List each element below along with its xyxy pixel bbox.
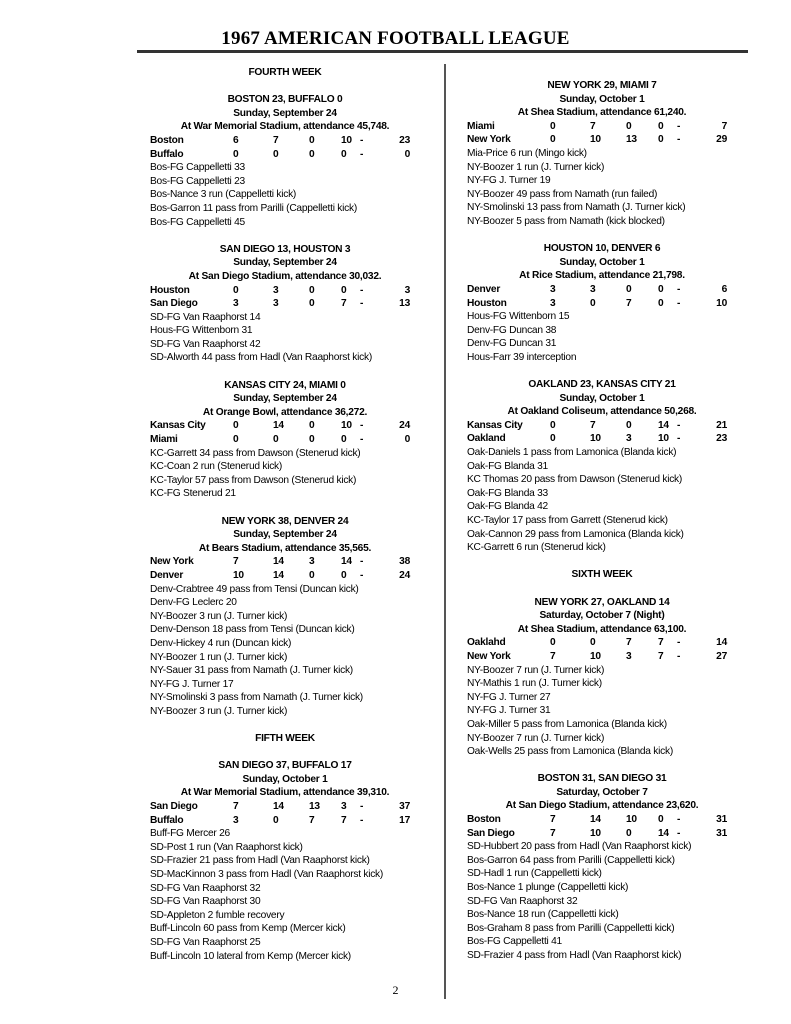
final-score: 13 <box>399 298 410 310</box>
quarter-score: 7 <box>309 814 315 826</box>
final-score: 29 <box>716 134 727 146</box>
linescore-row <box>467 297 737 311</box>
quarter-score: 14 <box>273 569 284 581</box>
game-headline: KANSAS CITY 24, MIAMI 0 <box>224 379 346 391</box>
quarter-score: 7 <box>341 814 347 826</box>
score-dash: - <box>677 297 681 309</box>
final-score: 31 <box>716 827 727 839</box>
scoring-play: NY-FG J. Turner 31 <box>467 705 551 717</box>
quarter-score: 0 <box>550 134 556 146</box>
game-headline: BOSTON 31, SAN DIEGO 31 <box>537 773 667 785</box>
linescore-row <box>150 555 420 569</box>
scoring-play: Bos-FG Cappelletti 45 <box>150 216 245 228</box>
game-venue: At Shea Stadium, attendance 63,100. <box>517 623 687 635</box>
quarter-score: 10 <box>341 420 352 432</box>
quarter-score: 7 <box>341 298 347 310</box>
quarter-score: 7 <box>233 556 239 568</box>
game-summary <box>150 93 420 229</box>
quarter-score: 7 <box>550 827 556 839</box>
linescore-row <box>150 433 420 447</box>
score-dash: - <box>677 120 681 132</box>
linescore-row <box>467 419 737 433</box>
team-name: Boston <box>150 134 184 146</box>
title-rule <box>137 50 748 53</box>
quarter-score: 10 <box>341 134 352 146</box>
game-summary <box>467 79 737 229</box>
linescore-row <box>467 813 737 827</box>
scoring-play: SD-Appleton 2 fumble recovery <box>150 909 285 921</box>
quarter-score: 10 <box>590 650 601 662</box>
game-date: Sunday, September 24 <box>233 529 337 541</box>
quarter-score: 0 <box>233 284 239 296</box>
scoring-play: Bos-Graham 8 pass from Parilli (Cappelletti kick) <box>467 922 675 934</box>
score-dash: - <box>677 283 681 295</box>
quarter-score: 0 <box>590 297 596 309</box>
quarter-score: 0 <box>309 298 315 310</box>
scoring-play: Mia-Price 6 run (Mingo kick) <box>467 147 587 159</box>
scoring-play: Bos-FG Cappelletti 33 <box>150 162 245 174</box>
score-dash: - <box>360 569 364 581</box>
scoring-play: Oak-Miller 5 pass from Lamonica (Blanda kick) <box>467 718 667 730</box>
scoring-play: SD-FG Van Raaphorst 32 <box>150 882 261 894</box>
scoring-play: Denv-FG Leclerc 20 <box>150 597 237 609</box>
game-headline: HOUSTON 10, DENVER 6 <box>543 243 661 255</box>
quarter-score: 14 <box>273 801 284 813</box>
game-headline: NEW YORK 29, MIAMI 7 <box>547 80 657 91</box>
final-score: 6 <box>721 283 727 295</box>
score-dash: - <box>677 814 681 826</box>
game-venue: At San Diego Stadium, attendance 30,032. <box>188 270 382 282</box>
linescore-row <box>150 297 420 311</box>
quarter-score: 0 <box>341 434 347 446</box>
game-venue: At Oakland Coliseum, attendance 50,268. <box>507 406 697 418</box>
week-heading: SIXTH WEEK <box>571 569 633 581</box>
scoring-play: Oak-FG Blanda 33 <box>467 487 548 499</box>
quarter-score: 10 <box>626 814 637 826</box>
scoring-play: KC-Taylor 57 pass from Dawson (Stenerud kick) <box>150 474 357 486</box>
final-score: 21 <box>716 419 727 431</box>
game-venue: At Shea Stadium, attendance 61,240. <box>517 107 687 119</box>
quarter-score: 0 <box>309 434 315 446</box>
quarter-score: 6 <box>233 134 239 146</box>
quarter-score: 3 <box>273 298 279 310</box>
scoring-play: SD-Frazier 21 pass from Hadl (Van Raaphorst kick) <box>150 855 370 867</box>
game-venue: At Bears Stadium, attendance 35,565. <box>198 542 372 554</box>
score-dash: - <box>360 420 364 432</box>
score-dash: - <box>360 298 364 310</box>
quarter-score: 13 <box>309 801 320 813</box>
game-date: Sunday, September 24 <box>233 107 337 119</box>
quarter-score: 14 <box>341 556 352 568</box>
scoring-play: KC-FG Stenerud 21 <box>150 488 236 500</box>
game-venue: At Rice Stadium, attendance 21,798. <box>519 270 685 282</box>
quarter-score: 0 <box>341 569 347 581</box>
score-dash: - <box>360 556 364 568</box>
final-score: 23 <box>399 134 410 146</box>
linescore-row <box>467 133 737 147</box>
linescore-row <box>150 284 420 298</box>
linescore-row <box>150 569 420 583</box>
quarter-score: 0 <box>590 637 596 649</box>
quarter-score: 7 <box>590 120 596 132</box>
game-summary <box>467 242 737 364</box>
final-score: 3 <box>404 284 410 296</box>
linescore-row <box>467 650 737 664</box>
scoring-play: Hous-Farr 39 interception <box>467 351 577 363</box>
quarter-score: 3 <box>233 298 239 310</box>
team-name: Denver <box>467 283 501 295</box>
scoring-play: Bos-Nance 1 plunge (Cappelletti kick) <box>467 882 629 894</box>
score-dash: - <box>360 148 364 160</box>
quarter-score: 7 <box>233 801 239 813</box>
game-date: Sunday, October 1 <box>559 93 645 105</box>
final-score: 31 <box>716 814 727 826</box>
quarter-score: 0 <box>550 419 556 431</box>
scoring-play: Bos-FG Cappelletti 41 <box>467 936 562 948</box>
team-name: Denver <box>150 569 184 581</box>
quarter-score: 0 <box>233 148 239 160</box>
scoring-play: NY-Smolinski 3 pass from Namath (J. Turner kick) <box>150 692 363 704</box>
quarter-score: 0 <box>309 569 315 581</box>
page-title: 1967 AMERICAN FOOTBALL LEAGUE <box>221 28 570 49</box>
quarter-score: 14 <box>658 827 669 839</box>
quarter-score: 0 <box>273 814 279 826</box>
scoring-play: KC-Garrett 34 pass from Dawson (Stenerud kick) <box>150 447 361 459</box>
score-dash: - <box>360 434 364 446</box>
team-name: Buffalo <box>150 814 184 826</box>
team-name: San Diego <box>150 801 198 813</box>
team-name: Miami <box>150 434 178 446</box>
quarter-score: 0 <box>309 134 315 146</box>
scoring-play: Denv-Denson 18 pass from Tensi (Duncan kick) <box>150 624 355 636</box>
team-name: Houston <box>467 297 507 309</box>
final-score: 38 <box>399 556 410 568</box>
team-name: Oakland <box>467 433 506 445</box>
quarter-score: 14 <box>590 814 601 826</box>
quarter-score: 14 <box>658 419 669 431</box>
final-score: 10 <box>716 297 727 309</box>
scoring-play: NY-Boozer 7 run (J. Turner kick) <box>467 664 605 676</box>
scoring-play: Bos-Nance 18 run (Cappelletti kick) <box>467 909 619 921</box>
scoring-play: Oak-Wells 25 pass from Lamonica (Blanda kick) <box>467 746 673 758</box>
game-headline: BOSTON 23, BUFFALO 0 <box>227 94 343 106</box>
team-name: Houston <box>150 284 190 296</box>
scoring-play: Buff-FG Mercer 26 <box>150 828 230 840</box>
quarter-score: 0 <box>233 434 239 446</box>
scoring-play: NY-Boozer 3 run (J. Turner kick) <box>150 705 288 717</box>
quarter-score: 10 <box>590 827 601 839</box>
scoring-play: NY-Boozer 5 pass from Namath (kick blocked) <box>467 215 665 227</box>
scoring-play: Oak-Daniels 1 pass from Lamonica (Blanda kick) <box>467 447 677 459</box>
game-summary <box>150 515 420 719</box>
quarter-score: 0 <box>309 148 315 160</box>
scoring-play: SD-MacKinnon 3 pass from Hadl (Van Raaphorst kick) <box>150 869 384 881</box>
linescore-row <box>150 814 420 828</box>
quarter-score: 3 <box>233 814 239 826</box>
final-score: 24 <box>399 569 410 581</box>
score-dash: - <box>360 814 364 826</box>
scoring-play: SD-Frazier 4 pass from Hadl (Van Raaphorst kick) <box>467 950 682 961</box>
scoring-play: Oak-FG Blanda 42 <box>467 501 548 513</box>
scoring-play: SD-FG Van Raaphorst 14 <box>150 311 261 323</box>
team-name: New York <box>467 134 511 146</box>
team-name: Miami <box>467 120 495 132</box>
scoring-play: KC-Coan 2 run (Stenerud kick) <box>150 461 283 473</box>
scoring-play: Bos-Garron 64 pass from Parilli (Cappelletti kick) <box>467 854 675 866</box>
scoring-play: Bos-Garron 11 pass from Parilli (Cappelletti kick) <box>150 202 357 214</box>
linescore-row <box>150 134 420 148</box>
game-summary <box>467 378 737 555</box>
score-dash: - <box>677 650 681 662</box>
scoring-play: SD-FG Van Raaphorst 25 <box>150 937 261 948</box>
game-headline: SAN DIEGO 13, HOUSTON 3 <box>219 243 351 255</box>
scoring-play: Denv-Crabtree 49 pass from Tensi (Duncan kick) <box>150 583 359 595</box>
quarter-score: 0 <box>309 420 315 432</box>
score-dash: - <box>360 284 364 296</box>
scoring-play: Oak-FG Blanda 31 <box>467 460 548 472</box>
quarter-score: 13 <box>626 134 637 146</box>
scoring-play: SD-Hubbert 20 pass from Hadl (Van Raaphorst kick) <box>467 841 692 853</box>
quarter-score: 0 <box>273 148 279 160</box>
quarter-score: 0 <box>309 284 315 296</box>
game-summary <box>150 243 420 365</box>
score-dash: - <box>677 827 681 839</box>
scoring-play: Denv-FG Duncan 31 <box>467 338 557 350</box>
linescore-row <box>150 800 420 814</box>
scoring-play: NY-Boozer 1 run (J. Turner kick) <box>467 161 605 173</box>
column-divider <box>444 64 446 999</box>
scoring-play: Denv-Hickey 4 run (Duncan kick) <box>150 637 292 649</box>
game-summary <box>467 772 737 962</box>
final-score: 14 <box>716 637 727 649</box>
linescore-row <box>467 432 737 446</box>
quarter-score: 10 <box>233 569 244 581</box>
team-name: Kansas City <box>467 419 523 431</box>
score-dash: - <box>677 637 681 649</box>
final-score: 0 <box>404 148 410 160</box>
final-score: 0 <box>404 434 410 446</box>
score-dash: - <box>677 419 681 431</box>
game-date: Saturday, October 7 <box>556 786 648 798</box>
week-heading: FOURTH WEEK <box>248 67 322 78</box>
quarter-score: 10 <box>590 134 601 146</box>
game-date: Sunday, October 1 <box>559 256 645 268</box>
scoring-play: KC-Taylor 17 pass from Garrett (Stenerud kick) <box>467 515 668 526</box>
quarter-score: 0 <box>233 420 239 432</box>
quarter-score: 7 <box>590 419 596 431</box>
quarter-score: 0 <box>626 419 632 431</box>
linescore-row <box>467 283 737 297</box>
team-name: Boston <box>467 814 501 826</box>
quarter-score: 7 <box>550 650 556 662</box>
scoring-play: SD-Post 1 run (Van Raaphorst kick) <box>150 841 303 853</box>
game-summary <box>467 596 737 759</box>
linescore-row <box>150 419 420 433</box>
quarter-score: 0 <box>341 148 347 160</box>
quarter-score: 0 <box>550 637 556 649</box>
scoring-play: Oak-Cannon 29 pass from Lamonica (Blanda kick) <box>467 528 684 540</box>
game-headline: SAN DIEGO 37, BUFFALO 17 <box>218 760 352 772</box>
quarter-score: 3 <box>309 556 315 568</box>
team-name: New York <box>150 556 194 568</box>
scoring-play: NY-Boozer 7 run (J. Turner kick) <box>467 732 605 744</box>
quarter-score: 7 <box>550 814 556 826</box>
scoring-play: KC-Garrett 6 run (Stenerud kick) <box>467 542 606 554</box>
scoring-play: NY-Smolinski 13 pass from Namath (J. Turner kick) <box>467 202 686 214</box>
game-date: Sunday, September 24 <box>233 393 337 405</box>
team-name: Buffalo <box>150 148 184 160</box>
game-venue: At War Memorial Stadium, attendance 39,310. <box>180 787 390 799</box>
scoring-play: NY-FG J. Turner 27 <box>467 691 551 703</box>
quarter-score: 0 <box>658 814 664 826</box>
quarter-score: 3 <box>626 650 632 662</box>
quarter-score: 0 <box>550 120 556 132</box>
quarter-score: 3 <box>550 283 556 295</box>
quarter-score: 3 <box>626 433 632 445</box>
team-name: San Diego <box>150 298 198 310</box>
quarter-score: 14 <box>273 420 284 432</box>
scoring-play: SD-FG Van Raaphorst 30 <box>150 896 261 908</box>
scoring-play: SD-FG Van Raaphorst 32 <box>467 895 578 907</box>
linescore-row <box>150 148 420 162</box>
scoring-play: SD-FG Van Raaphorst 42 <box>150 338 261 350</box>
game-venue: At Orange Bowl, attendance 36,272. <box>202 406 368 418</box>
left-column <box>150 66 420 977</box>
game-headline: NEW YORK 38, DENVER 24 <box>221 515 349 527</box>
game-headline: NEW YORK 27, OAKLAND 14 <box>534 596 670 608</box>
team-name: Kansas City <box>150 420 206 432</box>
right-column <box>467 79 737 976</box>
game-venue: At San Diego Stadium, attendance 23,620. <box>505 800 699 812</box>
quarter-score: 0 <box>658 120 664 132</box>
quarter-score: 0 <box>658 283 664 295</box>
quarter-score: 10 <box>658 433 669 445</box>
scoring-play: KC Thomas 20 pass from Dawson (Stenerud kick) <box>467 474 683 486</box>
quarter-score: 14 <box>273 556 284 568</box>
linescore-row <box>467 120 737 134</box>
scoring-play: Denv-FG Duncan 38 <box>467 324 557 336</box>
quarter-score: 3 <box>590 283 596 295</box>
final-score: 17 <box>399 814 410 826</box>
game-summary <box>150 379 420 501</box>
team-name: Oaklahd <box>467 637 506 649</box>
quarter-score: 0 <box>273 434 279 446</box>
quarter-score: 0 <box>550 433 556 445</box>
game-venue: At War Memorial Stadium, attendance 45,748. <box>180 121 390 133</box>
final-score: 23 <box>716 433 727 445</box>
score-dash: - <box>360 134 364 146</box>
score-dash: - <box>677 134 681 146</box>
final-score: 24 <box>399 420 410 432</box>
game-date: Saturday, October 7 (Night) <box>539 610 665 622</box>
scoring-play: Hous-FG Wittenborn 31 <box>150 325 253 337</box>
scoring-play: Hous-FG Wittenborn 15 <box>467 311 570 323</box>
score-dash: - <box>360 801 364 813</box>
scoring-play: NY-Boozer 3 run (J. Turner kick) <box>150 610 288 622</box>
scoring-play: SD-Alworth 44 pass from Hadl (Van Raaphorst kick) <box>150 352 372 364</box>
game-headline: OAKLAND 23, KANSAS CITY 21 <box>528 379 676 391</box>
quarter-score: 0 <box>658 297 664 309</box>
scoring-play: NY-FG J. Turner 19 <box>467 175 551 187</box>
quarter-score: 3 <box>341 801 347 813</box>
scoring-play: NY-Mathis 1 run (J. Turner kick) <box>467 678 602 690</box>
quarter-score: 0 <box>626 827 632 839</box>
scoring-play: SD-Hadl 1 run (Cappelletti kick) <box>467 868 602 880</box>
quarter-score: 3 <box>273 284 279 296</box>
scoring-play: NY-Sauer 31 pass from Namath (J. Turner kick) <box>150 665 353 677</box>
scoring-play: NY-Boozer 49 pass from Namath (run failed) <box>467 188 658 200</box>
final-score: 27 <box>716 650 727 662</box>
game-date: Sunday, October 1 <box>559 392 645 404</box>
quarter-score: 3 <box>550 297 556 309</box>
linescore-row <box>467 636 737 650</box>
score-dash: - <box>677 433 681 445</box>
quarter-score: 7 <box>626 637 632 649</box>
team-name: New York <box>467 650 511 662</box>
page-number: 2 <box>392 983 399 997</box>
scoring-play: NY-Boozer 1 run (J. Turner kick) <box>150 651 288 663</box>
scoring-play: Bos-FG Cappelletti 23 <box>150 175 245 187</box>
scoring-play: Buff-Lincoln 60 pass from Kemp (Mercer kick) <box>150 923 346 935</box>
game-summary <box>150 759 420 963</box>
quarter-score: 0 <box>626 283 632 295</box>
scoring-play: Buff-Lincoln 10 lateral from Kemp (Mercer kick) <box>150 950 351 962</box>
team-name: San Diego <box>467 827 515 839</box>
quarter-score: 0 <box>341 284 347 296</box>
quarter-score: 7 <box>626 297 632 309</box>
quarter-score: 7 <box>273 134 279 146</box>
scoring-play: Bos-Nance 3 run (Cappelletti kick) <box>150 189 297 201</box>
scoring-play: NY-FG J. Turner 17 <box>150 678 234 690</box>
game-date: Sunday, September 24 <box>233 257 337 269</box>
quarter-score: 10 <box>590 433 601 445</box>
final-score: 37 <box>399 801 410 813</box>
game-date: Sunday, October 1 <box>242 773 328 785</box>
quarter-score: 7 <box>658 637 664 649</box>
quarter-score: 0 <box>626 120 632 132</box>
linescore-row <box>467 827 737 841</box>
quarter-score: 7 <box>658 650 664 662</box>
final-score: 7 <box>721 120 727 132</box>
quarter-score: 0 <box>658 134 664 146</box>
week-heading: FIFTH WEEK <box>255 733 315 745</box>
